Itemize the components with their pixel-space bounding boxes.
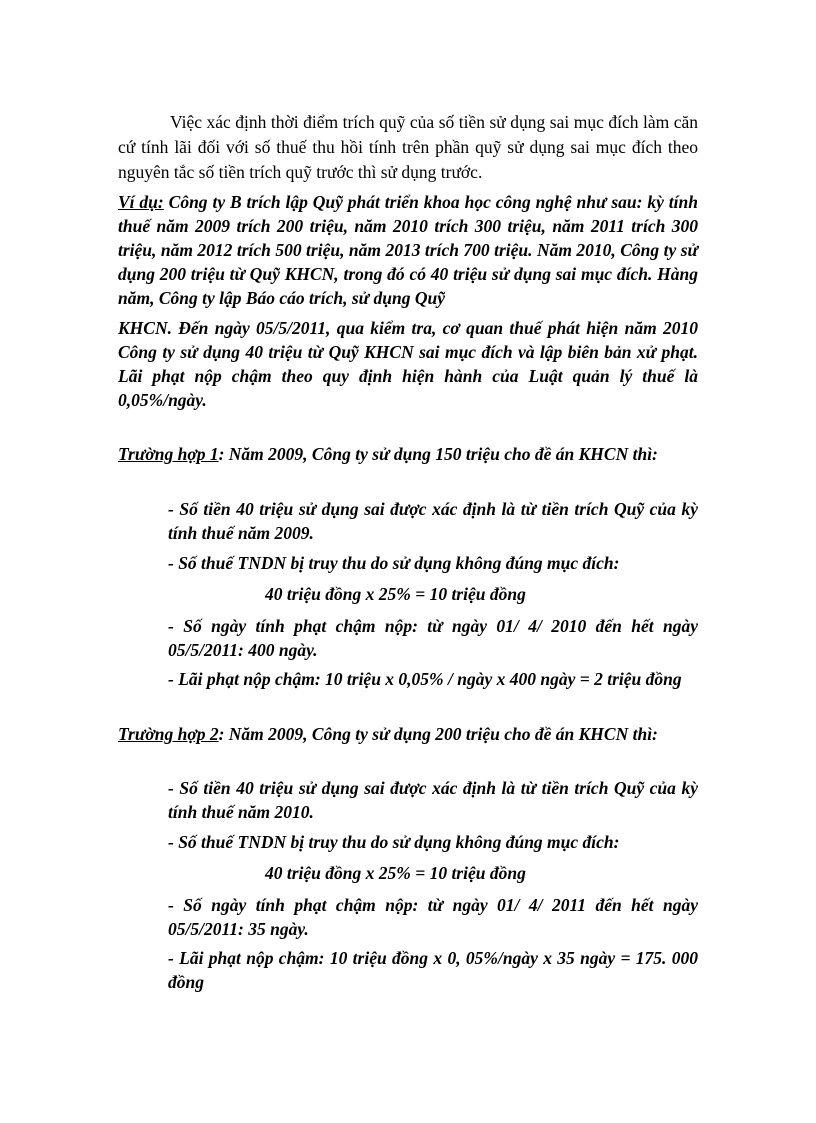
case1-heading [118, 442, 698, 466]
intro-line-2: làm căn cứ tính lãi đối với số thuế thu hồi tính trên phần quỹ sử dụng sai [118, 112, 699, 157]
example-text-a: Công ty B trích lập Quỹ phát triển khoa học công nghệ như sau: kỳ tính thuế năm 2009 trích 200 triệu, năm 2010 trích 300 triệu, năm 2011 trích 300 triệu, năm 2012 trích 500 triệu, năm 2013 trích 700 triệu. Năm 2010, Công ty sử dụng 200 triệu từ Quỹ KHCN, trong đó có 40 triệu sử dụng sai mục đích. Hàng năm, Công ty lập Báo cáo trích, sử dụng Quỹ [118, 192, 698, 308]
case2-item-1: - Số tiền 40 triệu sử dụng sai được xác định là từ tiền trích Quỹ của kỳ tính thuế năm 2010. [168, 778, 698, 822]
case2-heading-text: : Năm 2009, Công ty sử dụng 200 triệu cho đề án KHCN thì: [218, 724, 658, 744]
case1-heading-text: : Năm 2009, Công ty sử dụng 150 triệu cho đề án KHCN thì: [218, 444, 658, 464]
case2-item-2: - Số thuế TNDN bị truy thu do sử dụng không đúng mục đích: [168, 832, 620, 852]
case2-heading [118, 722, 698, 746]
intro-line-1: Việc xác định thời điểm trích quỹ của số tiền sử dụng sai mục đích [170, 112, 639, 132]
example-label: Ví dụ: [118, 192, 164, 212]
case1-item-4: - Lãi phạt nộp chậm: 10 triệu x 0,05% / ngày x 400 ngày = 2 triệu đồng [168, 669, 682, 689]
case1-item-3: - Số ngày tính phạt chậm nộp: từ ngày 01/ 4/ 2010 đến hết ngày 05/5/2011: 400 ngày. [168, 616, 698, 660]
example-paragraph [118, 190, 698, 412]
case1-item-1: - Số tiền 40 triệu sử dụng sai được xác định là từ tiền trích Quỹ của kỳ tính thuế năm 2009. [168, 499, 698, 543]
case2-item-3: - Số ngày tính phạt chậm nộp: từ ngày 01/ 4/ 2011 đến hết ngày 05/5/2011: 35 ngày. [168, 895, 698, 939]
intro-line-3: mục đích theo nguyên tắc số tiền trích quỹ trước thì sử dụng trước. [118, 137, 699, 182]
case1-item-2: - Số thuế TNDN bị truy thu do sử dụng không đúng mục đích: [168, 553, 620, 573]
case2-item-4: - Lãi phạt nộp chậm: 10 triệu đồng x 0, 05%/ngày x 35 ngày = 175. 000 đồng [168, 948, 698, 992]
case1-formula: 40 triệu đồng x 25% = 10 triệu đồng [265, 584, 526, 604]
case1-label: Trường hợp 1 [118, 444, 219, 464]
case2-formula: 40 triệu đồng x 25% = 10 triệu đồng [265, 863, 526, 883]
intro-paragraph [118, 110, 698, 185]
case2-label: Trường hợp 2 [118, 724, 219, 744]
example-text-b: KHCN. Đến ngày 05/5/2011, qua kiểm tra, cơ quan thuế phát hiện năm 2010 Công ty sử dụng 40 triệu từ Quỹ KHCN sai mục đích và lập biên bản xử phạt. Lãi phạt nộp chậm theo quy định hiện hành của Luật quản lý thuế là 0,05%/ngày. [118, 318, 698, 410]
